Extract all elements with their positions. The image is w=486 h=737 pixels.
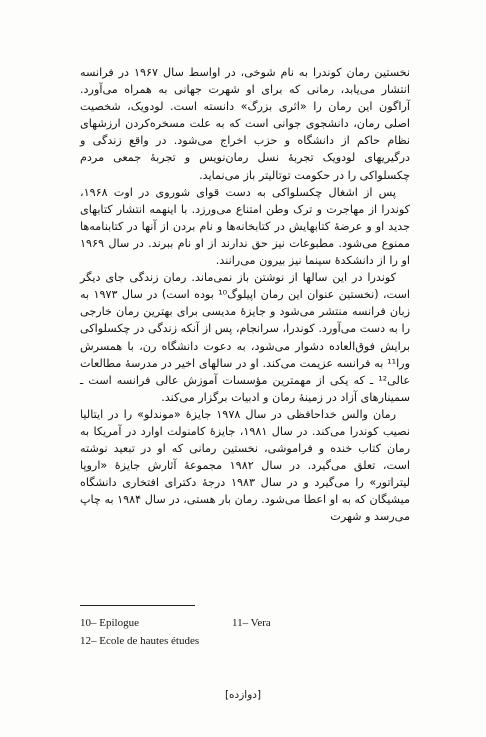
paragraph-2: پس از اشغال چکسلواکی به دست قوای شوروی در اوت ۱۹۶۸، کوندرا از مهاجرت و ترک وطن امتناع می‌ورزد. با اینهمه انتشار کتابهای جدید او و عرضهٔ کتابهایش در کتابخانه‌ها و نام بردن از آنها در کتابنامه‌ها ممنوع می‌شود. مطبوعات نیز حق ندارند از او نام ببرند. در سال ۱۹۶۹ او را از دانشکدهٔ سینما نیز بیرون می‌رانند. [80, 185, 410, 268]
page-number: [دوازده] [224, 689, 262, 701]
footnote-row [80, 632, 410, 650]
footnote-row [80, 614, 410, 632]
footnote-10: 10– Epilogue [80, 617, 139, 629]
paragraph-1: نخستین رمان کوندرا به نام شوخی، در اواسط سال ۱۹۶۷ در فرانسه انتشار می‌یابد، رمانی که برای او شهرت جهانی به همراه می‌آورد. آراگون این رمان را «اثری بزرگ» دانسته است. لودویک، شخصیت اصلی رمان، دانشجوی جوانی است که به علت مسخره‌کردن ارزشهای نظام حاکم از دانشگاه و حزب اخراج می‌شود. در واقع زندگی و درگیریهای لودویک تجربهٔ نسل رمان‌نویس و تجربهٔ جمعی مردم چکسلواکی را در حکومت توتالیتر باز می‌نماید. [80, 66, 411, 182]
footnote-12: 12– Ecole de hautes études [80, 635, 200, 647]
paragraph-4: رمان والس خداحافظی در سال ۱۹۷۸ جایزهٔ «موندلو» را در ایتالیا نصیب کوندرا می‌کند. در سال ۱۹۸۱، جایزهٔ کامنولت اوارد در آمریکا به رمان کتاب خنده و فراموشی، نخستین رمانی که او در تبعید نوشته است، تعلق می‌گیرد. در سال ۱۹۸۲ مجموعهٔ آثارش جایزهٔ «اروپا لیتراتور» را می‌گیرد و در سال ۱۹۸۳ درجهٔ دکترای افتخاری دانشگاه میشیگان که به او اعطا می‌شود. رمان بار هستی، در سال ۱۹۸۴ به چاپ می‌رسد و شهرت [80, 407, 411, 524]
paragraph-3: کوندرا در این سالها از نوشتن باز نمی‌ماند. رمان زندگی جای دیگر است، (نخستین عنوان این رمان اپیلوگ¹⁰ بوده است) در سال ۱۹۷۳ به زبان فرانسه منتشر می‌شود و جایزهٔ مدیسی برای بهترین رمان خارجی را به دست می‌آورد. کوندرا، سرانجام، پس از آنکه زندگی در چکسلواکی برایش فوق‌العاده دشوار می‌شود، به دعوت دانشگاه رن، با همسرش ورا¹¹ به فرانسه عزیمت می‌کند. او در سالهای اخیر در مدرسهٔ مطالعات عالی¹² ـ که یکی از مهمترین مؤسسات آموزش عالی فرانسه است ـ سمینارهای آزاد در زمینهٔ رمان و ادبیات برگزار می‌کند. [80, 271, 410, 404]
footnote-11: 11– Vera [232, 617, 271, 629]
footnote-divider [80, 605, 195, 606]
footnotes [80, 614, 410, 650]
body-text [80, 64, 410, 526]
